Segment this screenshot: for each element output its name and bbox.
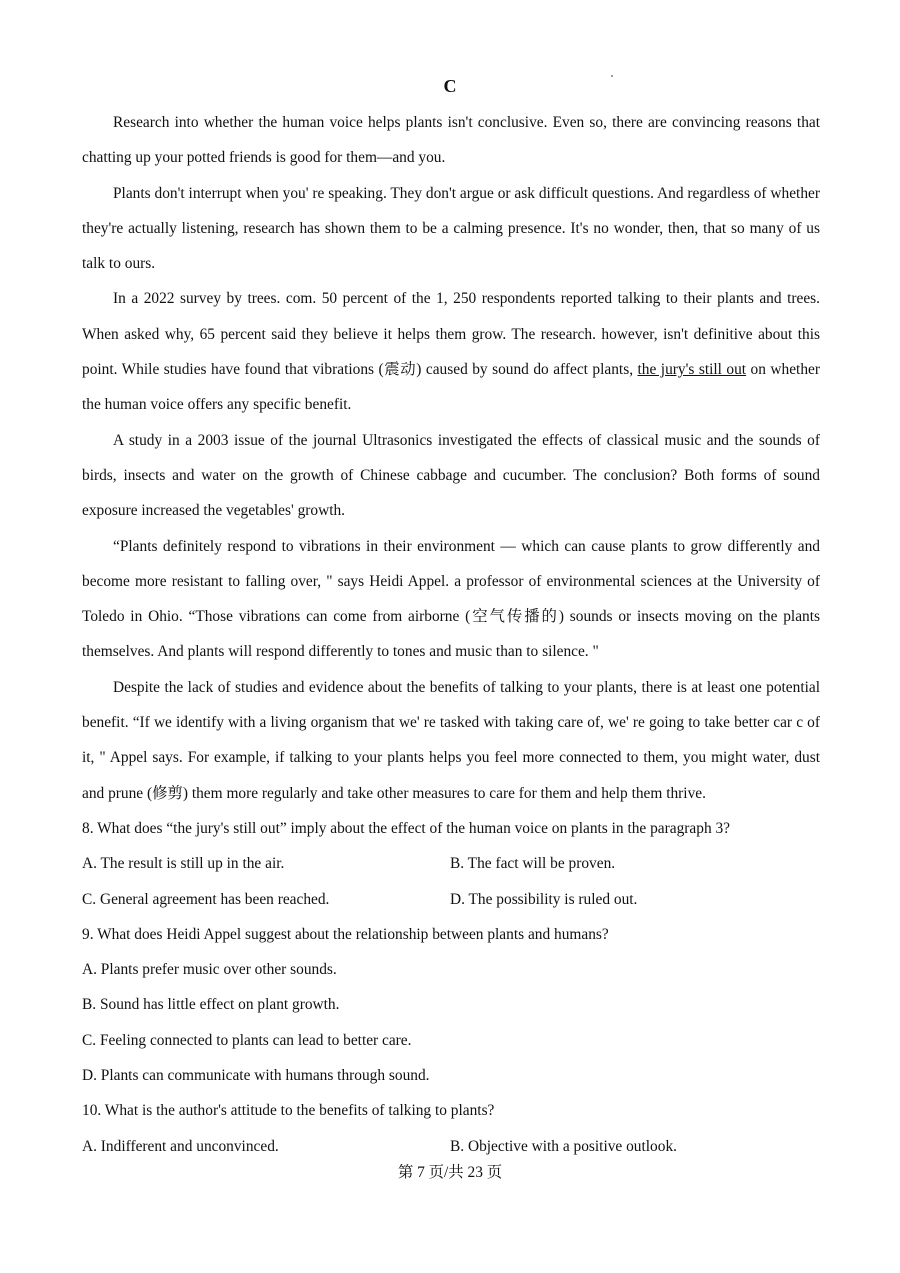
underlined-phrase: the jury's still out	[637, 361, 747, 379]
paragraph-3-before: In a 2022 survey by trees. com. 50 percent of the 1, 250 respondents reported talking to their plants and trees. When asked why, 65 percent said they believe it helps them grow. The research. however, isn't definitive about this point. While studies have found that vibrations (震动) caused by sound do affect plants,	[82, 290, 820, 379]
paragraph-5: “Plants definitely respond to vibrations in their environment — which can cause plants to grow differently and become more resistant to falling over, " says Heidi Appel. a professor of environmental sciences at the University of Toledo in Ohio. “Those vibrations can come from airborne (空气传播的) sounds or insects moving on the plants themselves. And plants will respond differently to tones and music than to silence. "	[82, 537, 820, 661]
question-8-option-a: A. The result is still up in the air.	[82, 855, 285, 873]
question-10-option-b: B. Objective with a positive outlook.	[450, 1137, 677, 1155]
paragraph-3-after: on whether the human voice offers any specific benefit.	[82, 361, 820, 414]
paragraph-3	[82, 281, 820, 422]
question-8-options-row-2	[82, 882, 820, 917]
question-8-stem: 8. What does “the jury's still out” imply about the effect of the human voice on plants in the paragraph 3?	[82, 819, 731, 837]
question-8-option-d: D. The possibility is ruled out.	[450, 890, 638, 908]
question-9-option-a: A. Plants prefer music over other sounds.	[82, 961, 337, 979]
paragraph-2: Plants don't interrupt when you' re speaking. They don't argue or ask difficult questions. And regardless of whether they're actually listening, research has shown them to be a calming presence. It's no wonder, then, that so many of us talk to ours.	[82, 184, 820, 273]
question-8-options-row-1	[82, 846, 820, 881]
question-9-option-d: D. Plants can communicate with humans through sound.	[82, 1067, 430, 1085]
question-10-stem: 10. What is the author's attitude to the benefits of talking to plants?	[82, 1102, 495, 1120]
question-9-stem: 9. What does Heidi Appel suggest about the relationship between plants and humans?	[82, 925, 609, 943]
passage-body	[82, 105, 820, 1164]
question-10-options-row-1	[82, 1129, 820, 1164]
paragraph-4: A study in a 2003 issue of the journal Ultrasonics investigated the effects of classical music and the sounds of birds, insects and water on the growth of Chinese cabbage and cucumber. The conclusion? Both forms of sound exposure increased the vegetables' growth.	[82, 431, 820, 520]
paragraph-6: Despite the lack of studies and evidence about the benefits of talking to your plants, there is at least one potential benefit. “If we identify with a living organism that we' re tasked with taking care of, we' re going to take better car c of it, " Appel says. For example, if talking to your plants helps you feel more connected to them, you might water, dust and prune (修剪) them more regularly and take other measures to care for them and help them thrive.	[82, 678, 820, 802]
question-8-option-b: B. The fact will be proven.	[450, 855, 616, 873]
question-9-option-c: C. Feeling connected to plants can lead to better care.	[82, 1031, 412, 1049]
section-title: C	[443, 76, 457, 96]
question-8-option-c: C. General agreement has been reached.	[82, 890, 330, 908]
paragraph-1: Research into whether the human voice helps plants isn't conclusive. Even so, there are convincing reasons that chatting up your potted friends is good for them—and you.	[82, 114, 820, 167]
page-footer: 第 7 页/共 23 页	[397, 1164, 503, 1181]
question-9-option-b: B. Sound has little effect on plant growth.	[82, 996, 340, 1014]
question-10-option-a: A. Indifferent and unconvinced.	[82, 1137, 279, 1155]
